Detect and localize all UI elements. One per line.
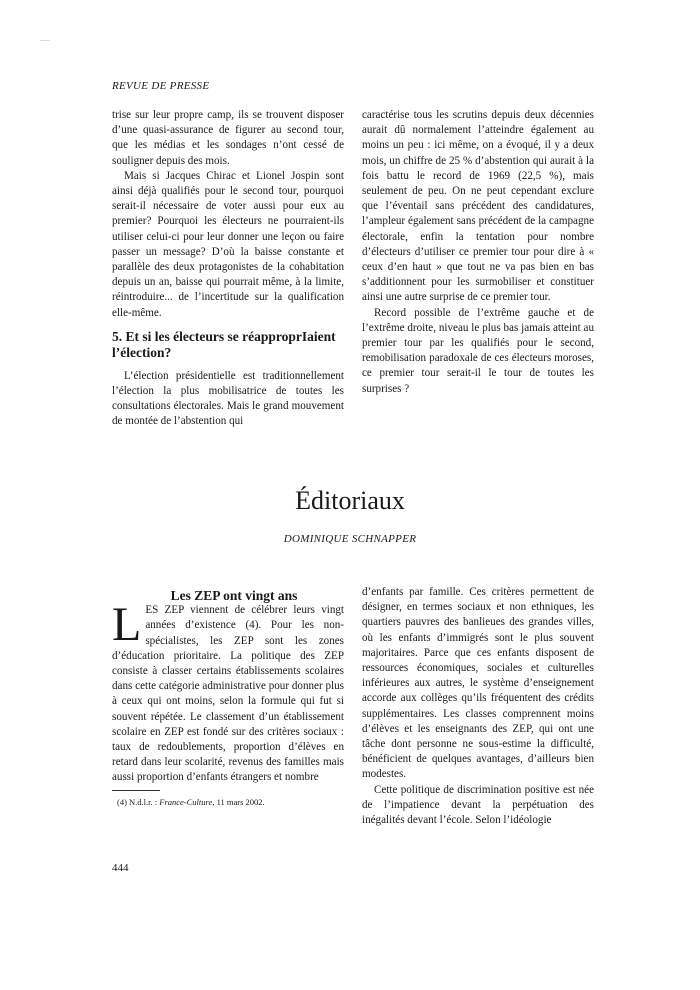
bottom-left-column: [112, 588, 344, 786]
paragraph: Cette politique de discrimination positive est née de l’impatience devant la perpétuation des inégalités devant l’école. Selon l’idéologie: [362, 783, 594, 827]
page-number: 444: [112, 862, 129, 874]
paragraph: [112, 598, 344, 785]
top-left-column: [112, 108, 344, 430]
scan-edge-mark: [40, 40, 50, 41]
section-title: Éditoriaux: [295, 486, 405, 515]
article-first-paragraph: ES ZEP viennent de célébrer leurs vingt années d’existence (4). Pour les non-spécialistes, les ZEP sont les zones d’éducation prioritaire. La politique des ZEP consiste à classer certains établissements scolaires dans cette catégorie administrative pour donner plus à ceux qui ont moins, selon la formule qui fut si souvent répétée. Le classement d’un établissement scolaire en ZEP est fondé sur des critères sociaux : taux de redoublements, proportion d’élèves en retard dans leur scolarité, revenus des familles mais aussi proportion d’enfants étrangers et nombre: [112, 604, 344, 784]
paragraph: Mais si Jacques Chirac et Lionel Jospin sont ainsi déjà qualifiés pour le second tour, pourquoi serait-il nécessaire de voter aussi pour eux au premier? Pourquoi les électeurs ne pourraient-ils utiliser celui-ci pour leur donner une leçon ou faire passer un message? D’où la baisse constante et parallèle des deux protagonistes de la cohabitation depuis un an, baisse qui pourrait même, à la limite, réintroduire... de l’incertitude sur la qualification elle-même.: [112, 169, 344, 319]
drop-cap: L: [112, 598, 142, 652]
paragraph: trise sur leur propre camp, ils se trouvent disposer d’une quasi-assurance de figurer au second tour, que les médias et les sondages n’ont cessé de souligner depuis des mois.: [112, 109, 344, 167]
footnote-source: France-Culture,: [159, 797, 215, 807]
footnote-prefix: (4) N.d.l.r. :: [117, 797, 160, 807]
article-title: Les ZEP ont vingt ans: [170, 588, 298, 603]
top-right-column: [362, 108, 594, 397]
paragraph: caractérise tous les scrutins depuis deux décennies aurait dû normalement l’atteindre également au moins un peu : ici même, on a évoqué, il y a deux mois, un chiffre de 25 % d’abstention qui aurait à la fois battu le record de 1969 (22,5 %), mais seulement de peu. On ne peut cependant exclure que l’éventail sans précédent des candidatures, l’ampleur également sans précédent de la campagne électorale, enfin la tentation pour nombre d’électeurs d’utiliser ce premier tour pour dire à « ceux d’en haut » que tout ne va pas bien en bas s’additionnent pour les surmobiliser et constituer ainsi une autre surprise de ce premier tour.: [362, 109, 594, 304]
section-heading: 5. Et si les électeurs se réapproprIaient l’élection?: [112, 328, 336, 360]
running-header: REVUE DE PRESSE: [112, 80, 210, 92]
bottom-right-column: [362, 585, 594, 828]
author-name: DOMINIQUE SCHNAPPER: [283, 533, 417, 545]
footnote: [117, 797, 265, 807]
paragraph: Record possible de l’extrême gauche et de l’extrême droite, niveau le plus bas jamais atteint au premier tour par les qualifiés pour le second, remobilisation paradoxale de ces électeurs moroses, ce premier tour serait-il le tour de toutes les surprises ?: [362, 306, 594, 395]
footnote-rule: [112, 790, 160, 791]
footnote-date: 11 mars 2002.: [214, 797, 265, 807]
paragraph: d’enfants par famille. Ces critères permettent de désigner, en termes sociaux et non ethniques, les quartiers pauvres des banlieues des grandes villes, où les enfants d’immigrés sont le plus souvent majoritaires. Parce que ces enfants disposent de ressources économiques, sociales et culturelles inférieures aux autres, le système d’enseignement accorde aux collèges qu’ils fréquentent des crédits supplémentaires. Les classes comprennent moins d’élèves et les enseignants des ZEP, qui ont une tâche dont personne ne sous-estime la difficulté, bénéficient de quelques avantages, d’ailleurs bien modestes.: [362, 586, 594, 781]
paragraph: L’élection présidentielle est traditionnellement l’élection la plus mobilisatrice de toutes les consultations électorales. Mais le grand mouvement de montée de l’abstention qui: [112, 369, 344, 428]
